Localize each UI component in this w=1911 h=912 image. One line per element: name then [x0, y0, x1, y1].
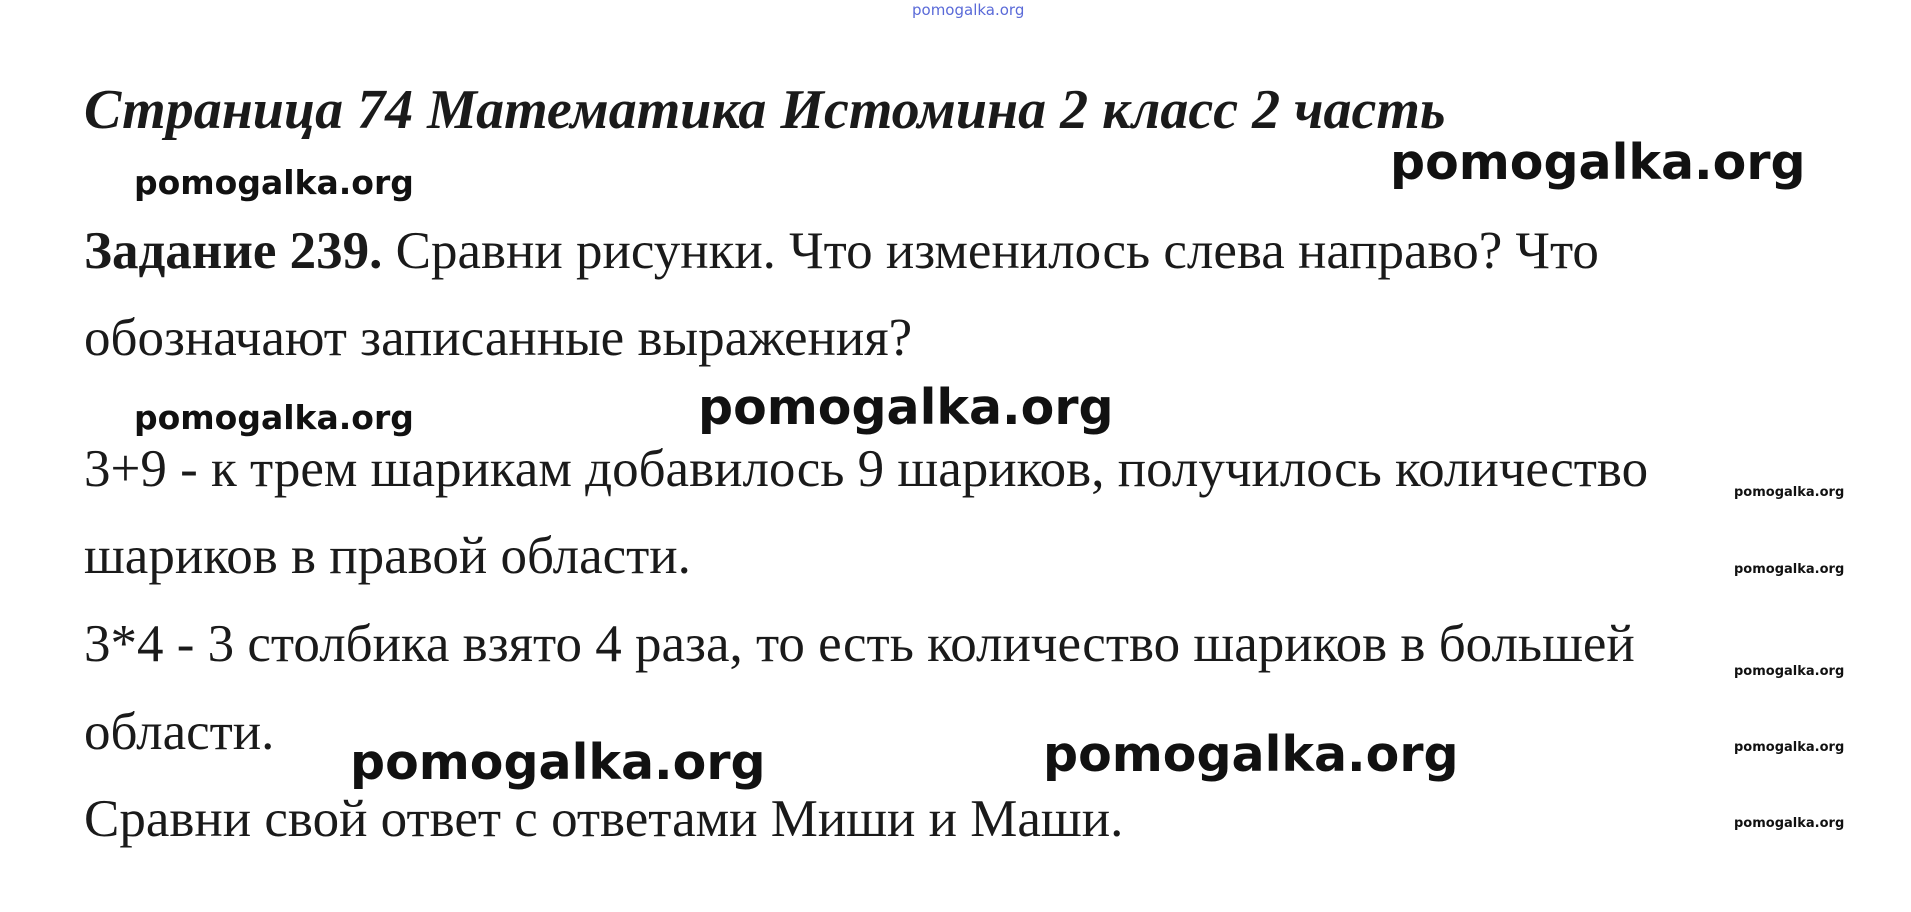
watermark: pomogalka.org: [1734, 740, 1845, 755]
watermark: pomogalka.org: [1043, 726, 1459, 783]
page-title: Страница 74 Математика Истомина 2 класс 2 часть: [84, 79, 1446, 141]
watermark: pomogalka.org: [1734, 562, 1845, 577]
watermark: pomogalka.org: [1734, 485, 1845, 500]
watermark: pomogalka.org: [134, 398, 414, 437]
watermark: pomogalka.org: [698, 379, 1114, 436]
task-line-1: [84, 222, 1599, 280]
answer-line-3: 3*4 - 3 столбика взято 4 раза, то есть количество шариков в большей: [84, 615, 1635, 673]
answer-line-2: шариков в правой области.: [84, 527, 691, 585]
watermark: pomogalka.org: [1734, 664, 1845, 679]
task-line-2: обозначают записанные выражения?: [84, 309, 913, 367]
task-label: Задание 239.: [84, 222, 383, 280]
answer-line-5: Сравни свой ответ с ответами Миши и Маши.: [84, 790, 1124, 848]
watermark: pomogalka.org: [134, 163, 414, 202]
answer-line-4: области.: [84, 703, 275, 761]
answer-line-1: 3+9 - к трем шарикам добавилось 9 шариков, получилось количество: [84, 440, 1649, 498]
watermark: pomogalka.org: [350, 734, 766, 791]
watermark: pomogalka.org: [1734, 816, 1845, 831]
top-watermark: pomogalka.org: [912, 1, 1025, 19]
task-text-1: Сравни рисунки. Что изменилось слева направо? Что: [382, 222, 1599, 280]
watermark: pomogalka.org: [1390, 134, 1806, 191]
